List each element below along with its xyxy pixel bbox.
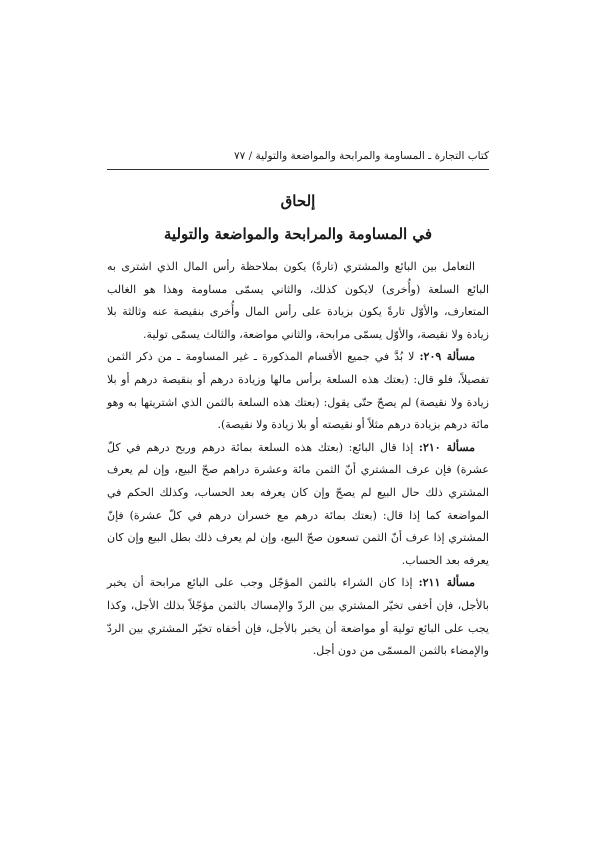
paragraph-issue-210 (107, 437, 489, 573)
chapter-title: إلحاق (280, 192, 316, 210)
issue-label: مسألة ٢١٠: (418, 440, 475, 454)
issue-label: مسألة ٢٠٩: (419, 350, 475, 364)
issue-label: مسألة ٢١١: (418, 576, 475, 590)
chapter-subtitle: في المساومة والمرابحة والمواضعة والتولية (163, 225, 433, 243)
paragraph-text: إذا كان الشراء بالثمن المؤجّل وجب على البائع مرابحة أن يخبر بالأجل، فإن أخفى تخيّر المشتري بين الردّ والإمساك بالثمن مؤجّلاً بذلك الأجل، وكذا يجب على البائع تولية أو مواضعة أن يخبر بالأجل، فإن أخفاه تخيّر المشتري بين الردّ والإمضاء بالثمن المسمّى من دون أجل. (107, 576, 489, 658)
paragraph-issue-211 (107, 572, 489, 662)
paragraph-text: لا بُدَّ في جميع الأقسام المذكورة ـ غير المساومة ـ من ذكر الثمن تفصيلاً، فلو قال: (بعتك هذه السلعة برأس مالها وزيادة درهم أو بنقيصة درهم أو بلا زيادة ولا نقيصة) لم يصحّ حتّى يقول: (بعتك هذه السلعة بالثمن الذي اشتريتها به وهو مائة درهم بزيادة درهم مثلاً أو نقيصته أو بلا زيادة ولا نقيصة). (107, 350, 489, 432)
paragraph-text: إذا قال البائع: (بعتك هذه السلعة بمائة درهم وربح درهم في كلّ عشرة) فإن عرف المشتري أنّ الثمن مائة وعشرة دراهم صحّ البيع، وإن لم يعرف المشتري ذلك حال البيع لم يصحّ وإن كان يعرفه بعد الحساب، وكذلك الحكم في المواضعة كما إذا قال: (بعتك بمائة درهم مع خسران درهم في كلّ عشرة) فإنّ المشتري إذا عرف أنّ الثمن تسعون صحّ البيع، وإن لم يعرف ذلك بطل البيع وإن كان يعرفه بعد الحساب. (107, 440, 489, 567)
body-text (107, 256, 489, 663)
paragraph-intro (107, 256, 489, 346)
running-head: كتاب التجارة ـ المساومة والمرابحة والمواضعة والتولية / ٧٧ (233, 150, 489, 162)
paragraph-issue-209 (107, 346, 489, 436)
header-rule (107, 169, 489, 170)
paragraph-text: التعامل بين البائع والمشتري (تارةً) يكون بملاحظة رأس المال الذي اشترى به البائع السلعة (وأُخرى) لايكون كذلك، والثاني يسمّى مساومة وهذا هو الغالب المتعارف، والأوّل تارةً يكون بزيادة على رأس المال وأُخرى بنقيصة عنه وثالثة بلا زيادة ولا نقيصة، والأوّل يسمّى مرابحة، والثاني مواضعة، والثالث يسمّى تولية. (107, 260, 489, 341)
